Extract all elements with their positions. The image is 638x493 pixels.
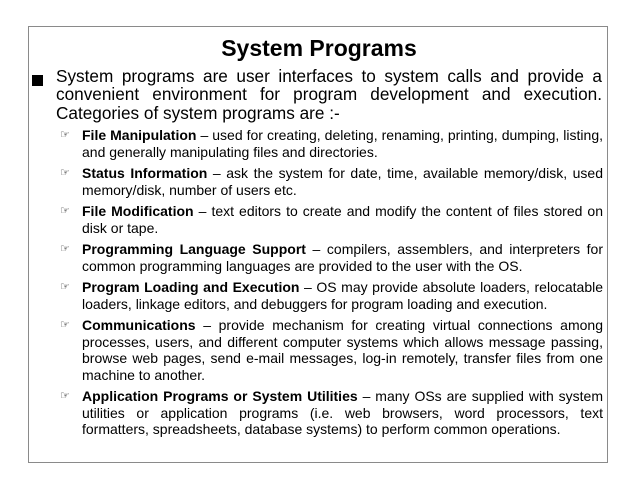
category-term: Communications xyxy=(82,317,196,333)
category-item-programming-language-support xyxy=(60,241,604,274)
pointing-hand-icon: ☞ xyxy=(60,167,70,179)
category-item-communications xyxy=(60,317,604,383)
category-text xyxy=(82,165,603,198)
category-text xyxy=(82,279,603,312)
main-bullet-text: System programs are user interfaces to system calls and provide a convenient environment for program development and execution. Categories of system programs are :- xyxy=(56,66,602,123)
slide-title: System Programs xyxy=(221,35,417,61)
category-term: Programming Language Support xyxy=(82,241,306,257)
category-term: File Modification xyxy=(82,203,194,219)
category-description: – many OSs are supplied with system utilities or application programs (i.e. web browsers, word processors, text formatters, spreadsheets, database systems) to perform common operations. xyxy=(82,388,603,437)
square-bullet-icon xyxy=(32,75,43,86)
category-description: – provide mechanism for creating virtual connections among processes, users, and different computer systems which allows message passing, browse web pages, send e-mail messages, log-in remotely, transfer files from one machine to another. xyxy=(82,317,603,383)
category-item-status-information xyxy=(60,165,604,198)
category-description: – compilers, assemblers, and interpreters for common programming languages are provided to the user with the OS. xyxy=(82,241,603,274)
pointing-hand-icon: ☞ xyxy=(60,319,70,331)
pointing-hand-icon: ☞ xyxy=(60,205,70,217)
pointing-hand-icon: ☞ xyxy=(60,390,70,402)
category-description: – ask the system for date, time, available memory/disk, used memory/disk, number of users etc. xyxy=(82,165,603,198)
category-text xyxy=(82,127,603,160)
main-bullet xyxy=(30,67,604,122)
category-item-application-programs xyxy=(60,388,604,438)
category-text xyxy=(82,388,603,438)
category-term: Program Loading and Execution xyxy=(82,279,300,295)
category-term: Application Programs or System Utilities xyxy=(82,388,358,404)
category-text xyxy=(82,241,603,274)
category-term: Status Information xyxy=(82,165,208,181)
category-list xyxy=(60,127,604,443)
pointing-hand-icon: ☞ xyxy=(60,129,70,141)
pointing-hand-icon: ☞ xyxy=(60,243,70,255)
category-description: – OS may provide absolute loaders, relocatable loaders, linkage editors, and debuggers for program loading and execution. xyxy=(82,279,603,312)
pointing-hand-icon: ☞ xyxy=(60,281,70,293)
category-text xyxy=(82,317,603,383)
category-item-file-manipulation xyxy=(60,127,604,160)
category-term: File Manipulation xyxy=(82,127,197,143)
category-text xyxy=(82,203,603,236)
category-description: – used for creating, deleting, renaming, printing, dumping, listing, and generally manipulating files and directories. xyxy=(82,127,603,160)
category-description: – text editors to create and modify the content of files stored on disk or tape. xyxy=(82,203,603,236)
category-item-program-loading-execution xyxy=(60,279,604,312)
category-item-file-modification xyxy=(60,203,604,236)
